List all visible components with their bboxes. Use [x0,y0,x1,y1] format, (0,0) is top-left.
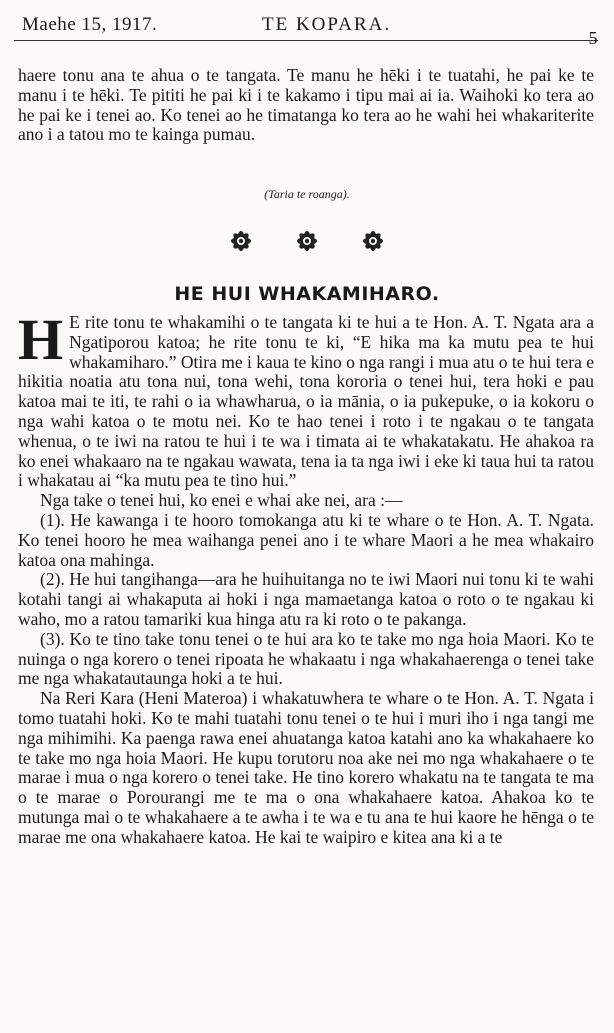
article-paragraph [18,307,594,491]
intro-section [18,66,594,145]
article-paragraph-text: E rite tonu te whakamihi o te tangata ki te hui a te Hon. A. T. Ngata ara a Ngatiporou katoa; he rite tonu te ki, “E hika ma ka mutu pea te hui whakamiharo.” Otira me i kaua te kino o nga rangi i mua atu o te hui tera e hikitia noatia atu tona nui, tona wehi, tona kororia o tenei hui, tera hoki e pau katoa mai te iti, te rahi o ia whawharua, o ia mānia, o ia pukepuke, o ia kokoru o nga wahi katoa o te motu nei. Ko te hao tenei i roto i te ngakau o te tangata whenua, o te iwi na ratou te hui i te wa i timata ai te whakatakatu. He ahakoa ra ko enei whakaaro na te ngakau wawata, tena ia ta nga iwi i eke ki taua hui ta ratou i whakatau ai “ka mutu pea te tino hui.” [18,312,594,491]
dropcap-letter: H [18,307,64,372]
flower-ornament-icon [290,226,324,256]
intro-paragraph: haere tonu ana te ahua o te tangata. Te manu he hēki i te tuatahi, he pai ke te manu i te hēki. Te pititi he pai ki i te kakamo i tipu mai ai ia. Waihoki ko tera ao he pai ke i tenei ao. Ko tenei ao he timatanga ko tera ao he wahi hei whakariterite ano i a tatou mo te kainga pumau. [18,65,594,145]
article-body [18,307,594,848]
page-header [14,10,598,48]
page-number: 5 [588,28,598,48]
article-paragraph: Na Reri Kara (Heni Materoa) i whakatuwhera te whare o te Hon. A. T. Ngata i tomo tuatahi hoki. Ko te mahi tuatahi tonu tenei o te hui i muri iho i nga tangi me nga mihimihi. Ka paenga rawa enei ahuatanga katoa katahi ano ka whakahaere ko te take mo nga hoia Maori. He kupu torutoru noa ake nei mo nga whakahaere o te marae i mua o nga korero o tenei take. He tino korero whakatu na te tangata te ma o te marae o Porourangi me te ma o ona whakahaere katoa. Ahakoa ko te mutunga mai o te whakahaere a te awha i te wa e tu ana te hui kaore he hēnga o te marae me ona whakahaere katoa. He kai te waipiro e kitea ana ki a te [18,688,594,847]
header-title: TE KOPARA. [262,14,392,35]
article-paragraph: (3). Ko te tino take tonu tenei o te hui ara ko te take mo nga hoia Maori. Ko te nuinga o nga korero o tenei ripoata he whakaatu i nga whakahaerenga o tenei take me nga whakatautaunga hoki a te hui. [18,628,594,689]
continued-note: (Taria te roanga). [264,187,350,201]
article-paragraph: Nga take o tenei hui, ko enei e whai ake nei, ara :— [40,490,403,511]
flower-ornament-icon [224,226,258,256]
article-title: HE HUI WHAKAMIHARO. [174,283,440,305]
article-paragraph: (1). He kawanga i te hooro tomokanga atu ki te whare o te Hon. A. T. Ngata. Ko tenei hooro he mea waihanga penei ano i te whare Maori a he mea whakairo katoa ona mahinga. [18,509,594,570]
header-date: Maehe 15, 1917. [22,14,158,35]
flower-ornament-icon [356,226,390,256]
flower-ornament-row [0,226,614,261]
article-paragraph: (2). He hui tangihanga—ara he huihuitanga no te iwi Maori nui tonu ki te wahi kotahi tangi ai whakaputa ai hoki i nga mamaetanga katoa o roto o te ngakau ki waho, mo a ratou tamariki kua hinga atu ra ki roto o te pakanga. [18,569,594,629]
